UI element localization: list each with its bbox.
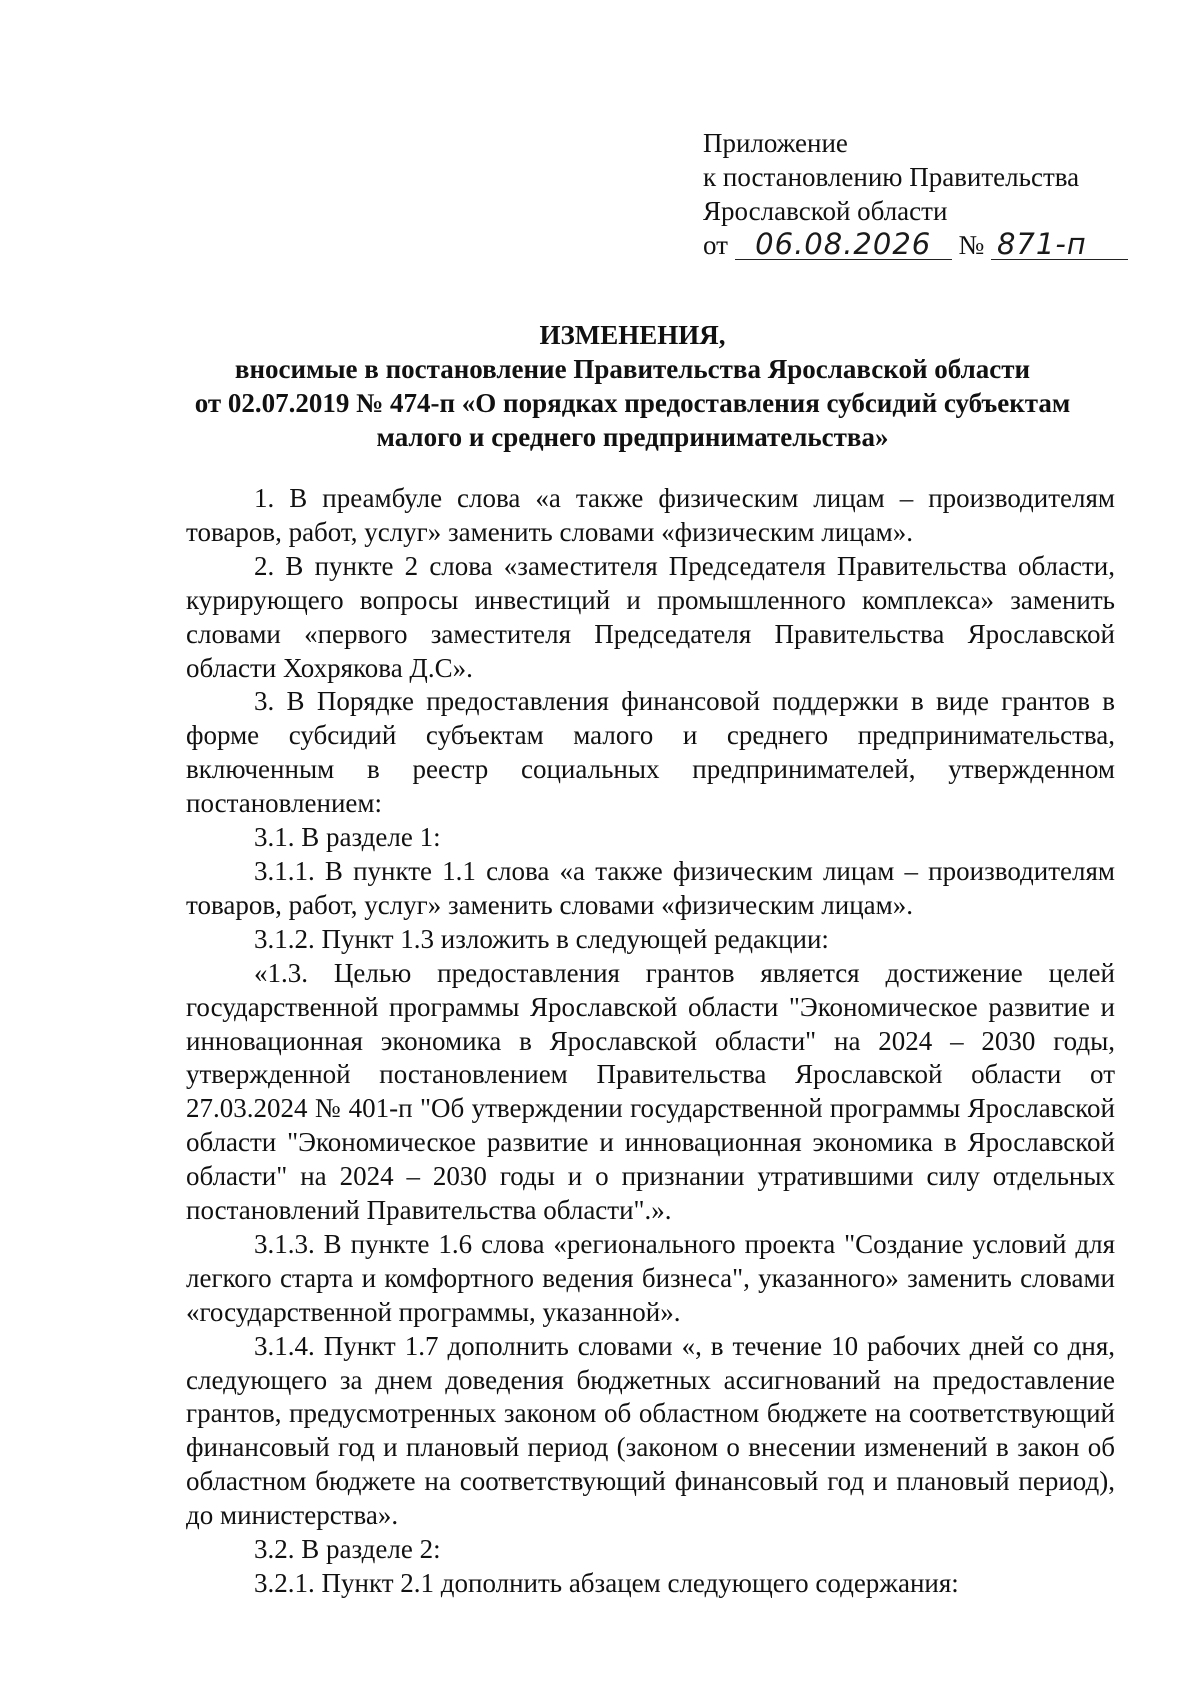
number-sign: № [958, 230, 985, 260]
appendix-block [703, 126, 1128, 262]
paragraph-1: 1. В преамбуле слова «а также физическим лицам – производителям товаров, работ, услуг» заменить словами «физическим лицам». [186, 483, 1115, 547]
paragraph-3-1-4: 3.1.4. Пункт 1.7 дополнить словами «, в течение 10 рабочих дней со дня, следующего за днем доведения бюджетных ассигнований на предоставление грантов, предусмотренных законом об областном бюджете на соответствующий финансовый год и плановый период (законом о внесении изменений в закон об областном бюджете на соответствующий финансовый год и плановый период), до министерства». [186, 1330, 1115, 1531]
appendix-label: Приложение [703, 128, 848, 158]
appendix-date-line [703, 228, 1128, 262]
handwritten-date: 06.08.2026 [735, 229, 952, 260]
paragraph-3-2-1: 3.2.1. Пункт 2.1 дополнить абзацем следующего содержания: [254, 1568, 959, 1598]
paragraph-3-1: 3.1. В разделе 1: [254, 822, 441, 853]
title-heading: ИЗМЕНЕНИЯ, [539, 320, 726, 350]
document-body [186, 482, 1115, 1601]
paragraph-2: 2. В пункте 2 слова «заместителя Председателя Правительства области, курирующего вопросы инвестиций и промышленного комплекса» заменить словами «первого заместителя Председателя Правительства Ярославской области Хохрякова Д.С». [186, 550, 1115, 683]
appendix-reference: к постановлению Правительства [703, 162, 1080, 192]
handwritten-number: 871-п [991, 229, 1128, 260]
paragraph-quote-1-3: «1.3. Целью предоставления грантов является достижение целей государственной программы Ярославской области "Экономическое развитие и инновационная экономика в Ярославской области" на 2024 – 2030 годы, утвержденной постановлением Правительства Ярославской области от 27.03.2024 № 401-п "Об утверждении государственной программы Ярославской области "Экономическое развитие и инновационная экономика в Ярославской области" на 2024 – 2030 годы и о признании утратившими силу отдельных постановлений Правительства области".». [186, 957, 1115, 1226]
title-line-4: малого и среднего предпринимательства» [376, 422, 889, 452]
title-line-3: от 02.07.2019 № 474-п «О порядках предоставления субсидий субъектам [194, 388, 1071, 418]
paragraph-3-2: 3.2. В разделе 2: [254, 1534, 441, 1565]
title-line-2: вносимые в постановление Правительства Ярославской области [234, 354, 1031, 384]
date-prefix: от [703, 230, 728, 260]
paragraph-3-1-3: 3.1.3. В пункте 1.6 слова «регионального проекта "Создание условий для легкого старта и комфортного ведения бизнеса", указанного» заменить словами «государственной программы, указанной». [186, 1228, 1115, 1327]
paragraph-3: 3. В Порядке предоставления финансовой поддержки в виде грантов в форме субсидий субъектам малого и среднего предпринимательства, включенным в реестр социальных предпринимателей, утвержденном постановлением: [186, 686, 1115, 819]
appendix-region: Ярославской области [703, 196, 948, 226]
document-title [150, 318, 1115, 454]
paragraph-3-1-2: 3.1.2. Пункт 1.3 изложить в следующей редакции: [254, 923, 829, 954]
paragraph-3-1-1: 3.1.1. В пункте 1.1 слова «а также физическим лицам – производителям товаров, работ, услуг» заменить словами «физическим лицам». [186, 855, 1115, 920]
